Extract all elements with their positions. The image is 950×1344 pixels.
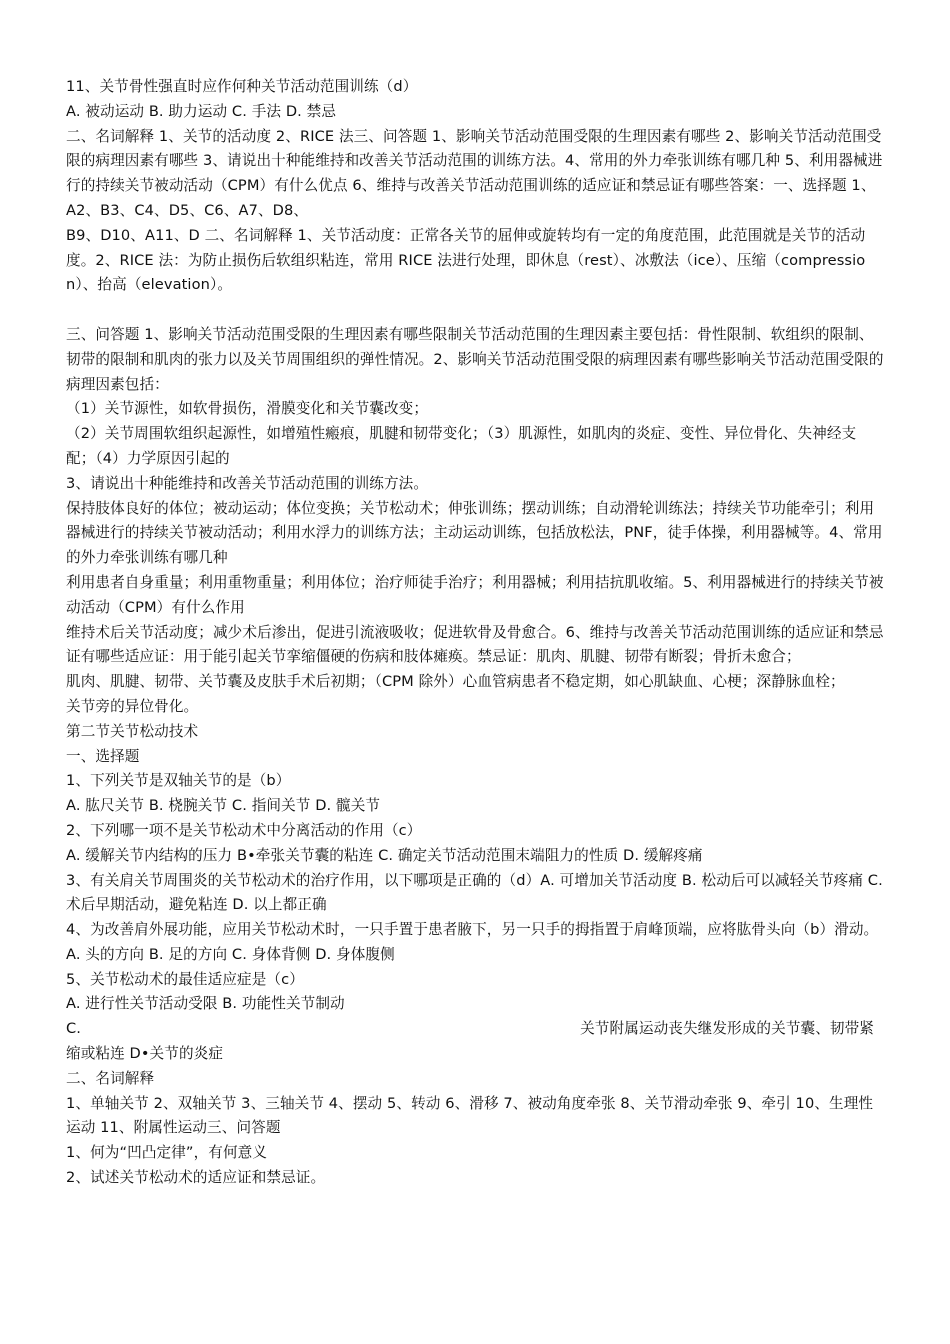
answer-item-2-4: （2）关节周围软组织起源性，如增殖性瘢痕，肌腱和韧带变化；（3）肌源性，如肌肉的炎症、变性、异位骨化、失神经支配；（4）力学原因引起的 xyxy=(66,425,857,467)
section-title: 第二节关节松动技术 xyxy=(66,722,199,740)
blank-line xyxy=(66,298,884,323)
terms-list: 1、单轴关节 2、双轴关节 3、三轴关节 4、摆动 5、转动 6、滑移 7、被动角度牵张 8、关节滑动牵张 9、牵引 10、生理性运动 11、附属性运动三、问答题 xyxy=(66,1094,874,1137)
question-3: 3、请说出十种能维持和改善关节活动范围的训练方法。 xyxy=(66,474,429,492)
answer-q3: 保持肢体良好的体位；被动运动；体位变换；关节松动术；伸张训练；摆动训练；自动滑轮训练法；持续关节功能牵引；利用器械进行的持续关节被动活动；利用水浮力的训练方法；主动运动训练，包括放松法，PNF，徒手体操，利用器械等。4、常用的外力牵张训练有哪几种 xyxy=(66,499,883,567)
part-heading-terms: 二、名词解释 xyxy=(66,1069,155,1087)
question: 4、为改善肩外展功能，应用关节松动术时，一只手置于患者腋下，另一只手的拇指置于肩峰顶端，应将肱骨头向（b）滑动。 xyxy=(66,921,879,939)
answer-q1-q2: 三、问答题 1、影响关节活动范围受限的生理因素有哪些限制关节活动范围的生理因素主要包括：骨性限制、软组织的限制、韧带的限制和肌肉的张力以及关节周围组织的弹性情况。2、影响关节活动范围受限的病理因素有哪些影响关节活动范围受限的病理因素包括： xyxy=(66,325,884,393)
question: 1、下列关节是双轴关节的是（b） xyxy=(66,772,291,790)
question-11-options: A. 被动运动 B. 助力运动 C. 手法 D. 禁忌 xyxy=(66,102,337,120)
options: A. 缓解关节内结构的压力 B•牵张关节囊的粘连 C. 确定关节活动范围末端阻力的性质 D. 缓解疼痛 xyxy=(66,846,703,864)
question: 2、下列哪一项不是关节松动术中分离活动的作用（c） xyxy=(66,821,422,839)
document-page xyxy=(66,75,884,1191)
options: A. 肱尺关节 B. 桡腕关节 C. 指间关节 D. 髋关节 xyxy=(66,797,381,815)
question: 5、关节松动术的最佳适应症是（c） xyxy=(66,970,304,988)
option-c-line xyxy=(66,1017,884,1042)
questions-and-answers-block: 二、名词解释 1、关节的活动度 2、RICE 法三、问答题 1、影响关节活动范围受限的生理因素有哪些 2、影响关节活动范围受限的病理因素有哪些 3、请说出十种能维持和改善关节活动范围的训练方法。4、常用的外力牵张训练有哪几种 5、利用器械进行的持续关节被动活动（CPM）有什么优点 6、维持与改善关节活动范围训练的适应证和禁忌证有哪些答案：一、选择题 1、A2、B3、C4、D5、C6、A7、D8、 xyxy=(66,127,883,219)
options-continued: 缩或粘连 D•关节的炎症 xyxy=(66,1045,224,1063)
options: A. 头的方向 B. 足的方向 C. 身体背侧 D. 身体腹侧 xyxy=(66,945,395,963)
answer-q5-q6: 维持术后关节活动度；减少术后渗出，促进引流液吸收；促进软骨及骨愈合。6、维持与改善关节活动范围训练的适应证和禁忌证有哪些适应证：用于能引起关节挛缩僵硬的伤病和肢体瘫痪。禁忌证：肌肉、肌腱、韧带有断裂；骨折未愈合； xyxy=(66,623,884,666)
question: 3、有关肩关节周围炎的关节松动术的治疗作用，以下哪项是正确的（d）A. 可增加关节活动度 B. 松动后可以减轻关节疼痛 C. 术后早期活动，避免粘连 D. 以上都正确 xyxy=(66,871,883,914)
part-heading-choice: 一、选择题 xyxy=(66,747,140,765)
contraindications: 肌肉、肌腱、韧带、关节囊及皮肤手术后初期；（CPM 除外）心血管病患者不稳定期，如心肌缺血、心梗；深静脉血栓； xyxy=(66,673,845,691)
question: 1、何为“凹凸定律”，有何意义 xyxy=(66,1144,268,1162)
option-c-label: C. xyxy=(66,1020,82,1038)
question-11: 11、关节骨性强直时应作何种关节活动范围训练（d） xyxy=(66,78,418,95)
answers-block: B9、D10、A11、D 二、名词解释 1、关节活动度：正常各关节的屈伸或旋转均有一定的角度范围，此范围就是关节的活动度。2、RICE 法：为防止损伤后软组织粘连，常用 RICE 法进行处理，即休息（rest）、冰敷法（ice）、压缩（compression）、抬高（elevation）。 xyxy=(66,226,866,294)
options: A. 进行性关节活动受限 B. 功能性关节制动 xyxy=(66,995,345,1013)
option-c-text: 关节附属运动丧失继发形成的关节囊、韧带紧 xyxy=(580,1020,874,1038)
answer-item-1: （1）关节源性，如软骨损伤，滑膜变化和关节囊改变； xyxy=(66,400,429,418)
contraindications-end: 关节旁的异位骨化。 xyxy=(66,697,199,715)
question: 2、试述关节松动术的适应证和禁忌证。 xyxy=(66,1169,326,1187)
answer-q4: 利用患者自身重量；利用重物重量；利用体位；治疗师徒手治疗；利用器械；利用拮抗肌收缩。5、利用器械进行的持续关节被动活动（CPM）有什么作用 xyxy=(66,573,884,616)
